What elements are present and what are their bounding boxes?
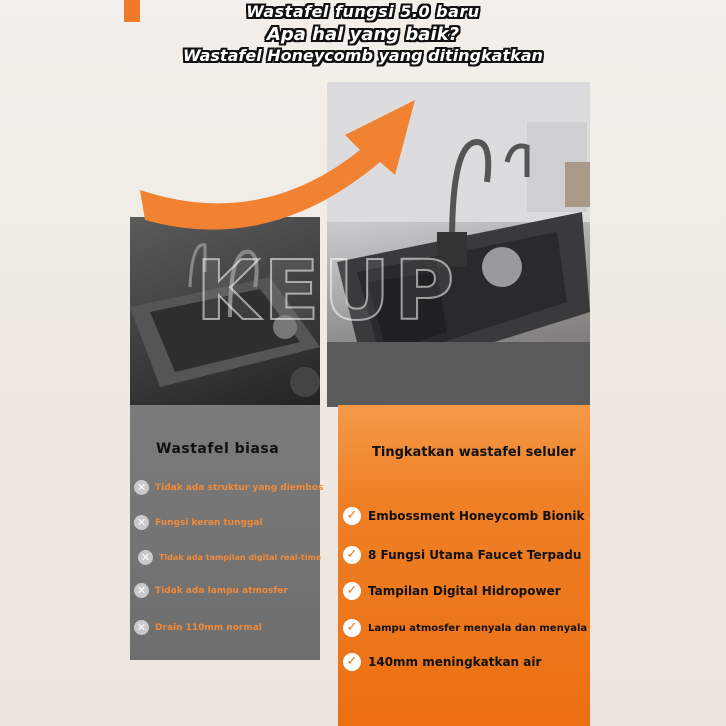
upgraded-feature-1 <box>343 507 584 525</box>
watermark-text: KEUP <box>196 244 459 339</box>
check-circle-icon: ✓ <box>343 546 361 564</box>
headline-line-1: Wastafel fungsi 5.0 baru <box>246 2 480 21</box>
check-circle-icon: ✓ <box>343 507 361 525</box>
normal-feature-2 <box>134 515 263 530</box>
normal-feature-4 <box>134 583 288 598</box>
upgraded-feature-4 <box>343 619 587 637</box>
upgraded-feature-5 <box>343 653 541 671</box>
check-circle-icon: ✓ <box>343 619 361 637</box>
x-circle-icon: ✕ <box>134 620 149 635</box>
normal-feature-3-label: Tidak ada tampilan digital real-time <box>159 553 322 562</box>
upgraded-feature-2 <box>343 546 581 564</box>
check-circle-icon: ✓ <box>343 653 361 671</box>
upgraded-feature-4-label: Lampu atmosfer menyala dan menyala <box>368 622 588 634</box>
normal-feature-5 <box>134 620 262 635</box>
normal-feature-1 <box>134 480 323 495</box>
headline-line-2: Apa hal yang baik? <box>266 24 460 45</box>
upgraded-feature-3 <box>343 582 561 600</box>
upgraded-feature-2-label: 8 Fungsi Utama Faucet Terpadu <box>368 548 582 562</box>
x-circle-icon: ✕ <box>134 583 149 598</box>
x-circle-icon: ✕ <box>134 480 149 495</box>
upgraded-feature-5-label: 140mm meningkatkan air <box>368 655 542 669</box>
normal-sink-title: Wastafel biasa <box>156 441 280 457</box>
normal-feature-5-label: Drain 110mm normal <box>155 622 262 633</box>
upgraded-sink-panel <box>338 405 590 726</box>
normal-feature-4-label: Tidak ada lampu atmosfer <box>155 585 288 596</box>
normal-feature-1-label: Tidak ada struktur yang diembos <box>155 482 324 493</box>
upgraded-feature-1-label: Embossment Honeycomb Bionik <box>368 509 585 523</box>
x-circle-icon: ✕ <box>138 550 153 565</box>
headline-line-3: Wastafel Honeycomb yang ditingkatkan <box>183 46 543 65</box>
upgraded-sink-title: Tingkatkan wastafel seluler <box>372 445 576 460</box>
check-circle-icon: ✓ <box>343 582 361 600</box>
x-circle-icon: ✕ <box>134 515 149 530</box>
normal-feature-3 <box>138 550 321 565</box>
normal-feature-2-label: Fungsi keran tunggal <box>155 517 263 528</box>
upgraded-feature-3-label: Tampilan Digital Hidropower <box>368 584 561 598</box>
normal-sink-panel <box>130 405 324 660</box>
